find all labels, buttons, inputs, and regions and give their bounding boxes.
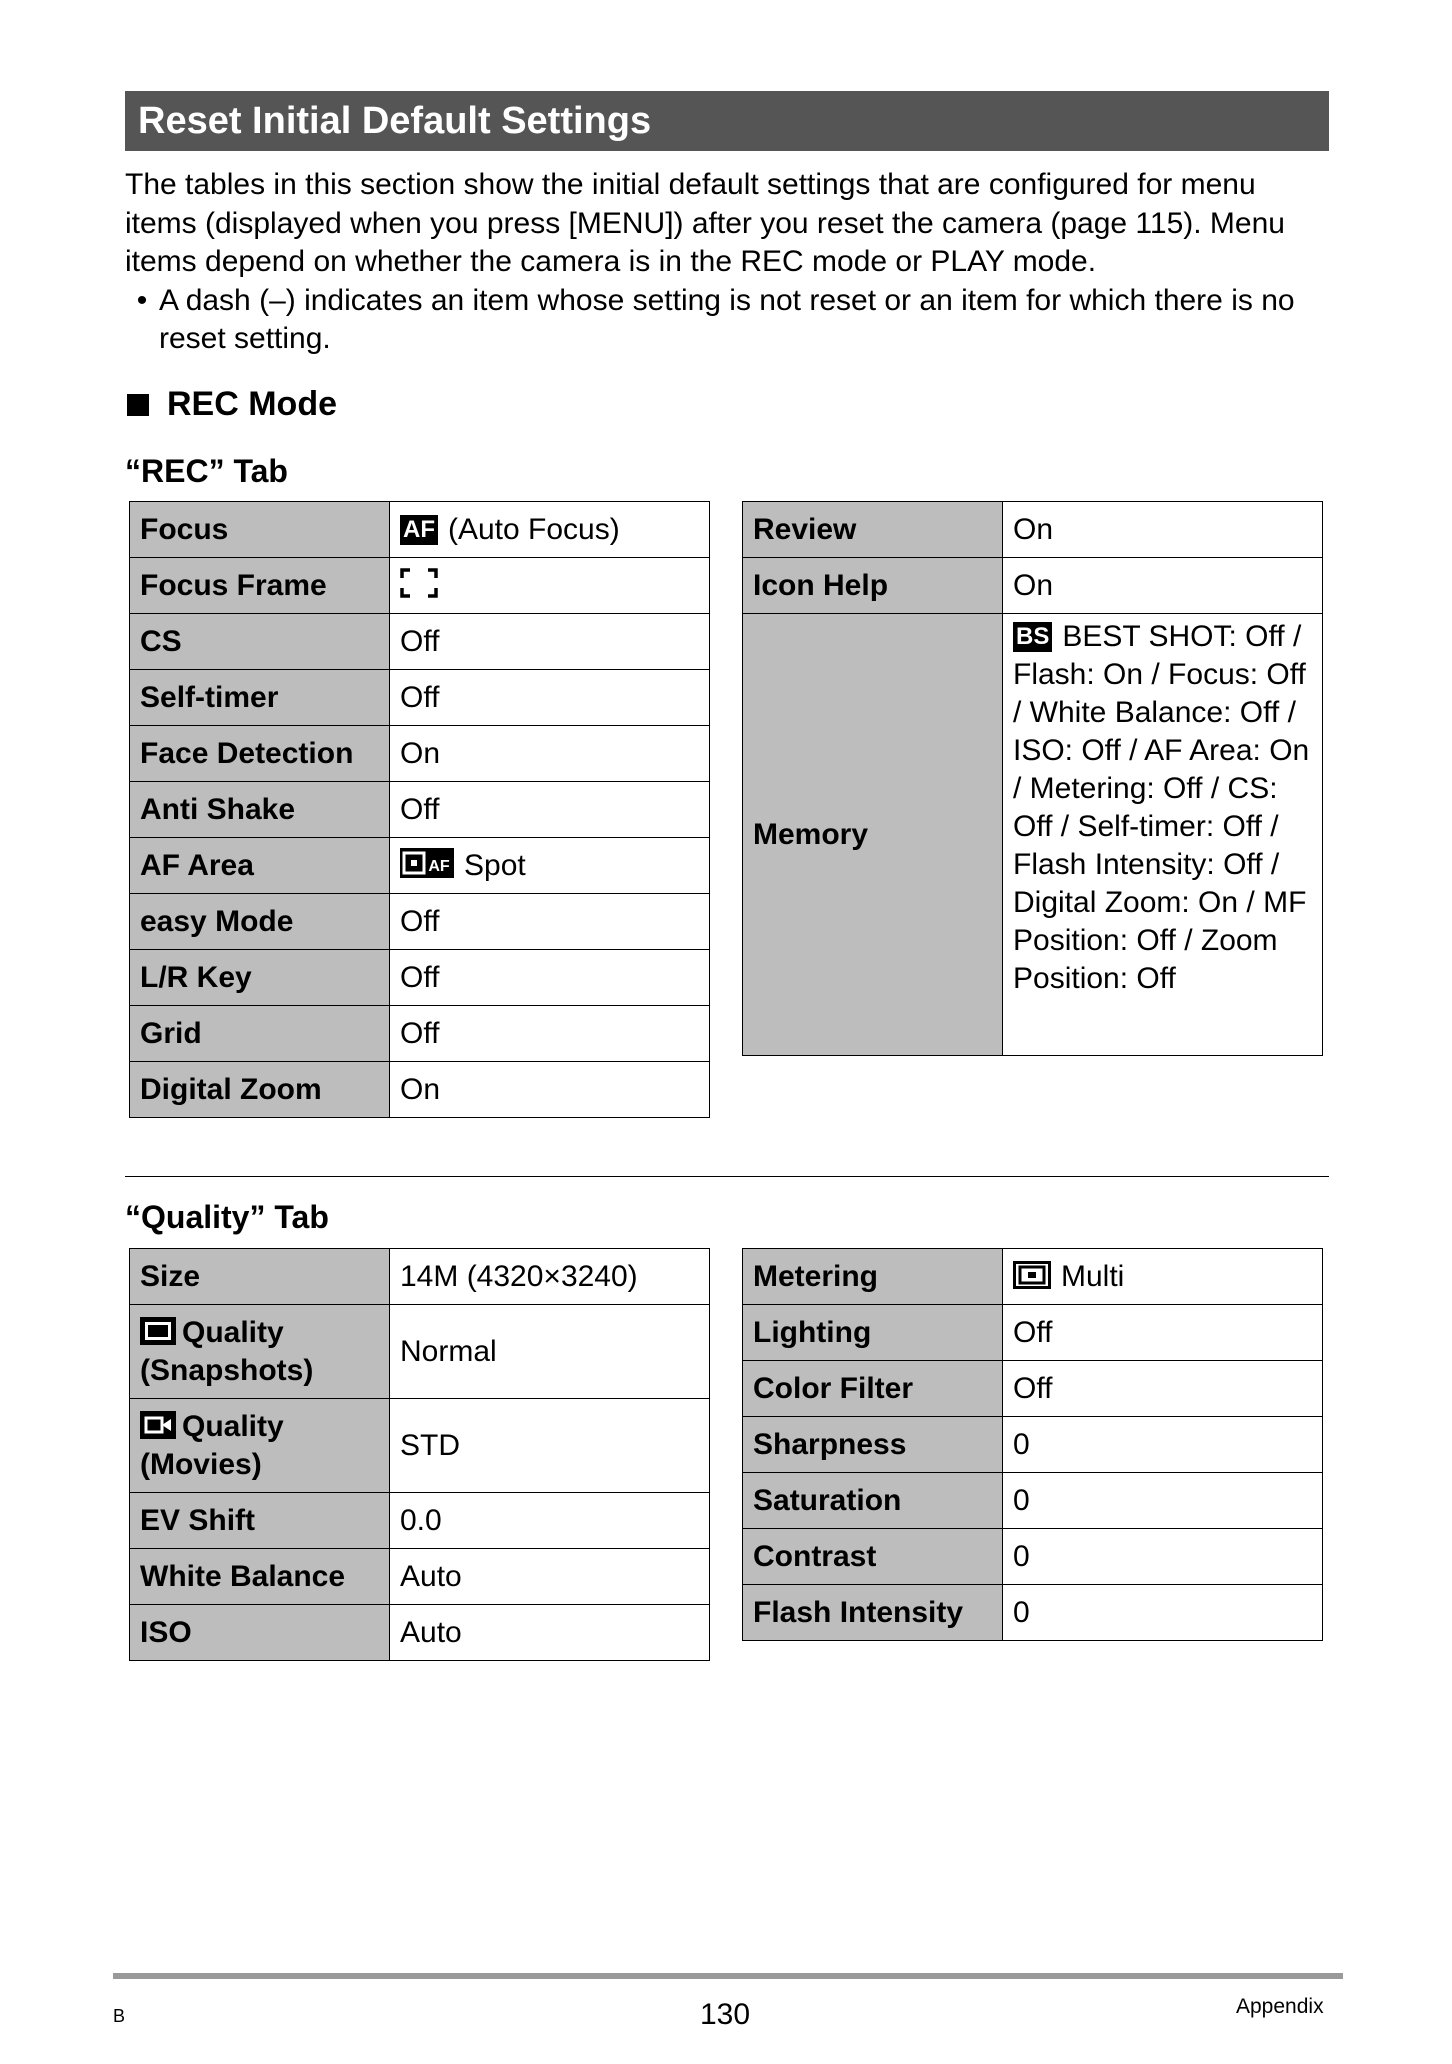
movie-icon — [140, 1411, 176, 1439]
table-row — [130, 1249, 710, 1305]
row-value-text: BEST SHOT: Off / Flash: On / Focus: Off / White Balance: Off / ISO: Off / AF Area: On / Metering: Off / CS: Off / Self-timer: Off / Flash Intensity: Off / Digital Zoom: On / MF Position: Off / Zoom Position: Off — [1013, 620, 1310, 995]
row-label: Sharpness — [743, 1417, 1003, 1473]
row-label: easy Mode — [130, 894, 390, 950]
intro-text — [125, 166, 1335, 359]
intro-paragraph: The tables in this section show the initial default settings that are configured for menu items (displayed when you press [MENU]) after you reset the camera (page 115). Menu items depend on whether the camera is in the REC mode or PLAY mode. — [125, 168, 1285, 278]
table-row — [130, 1006, 710, 1062]
table-row — [743, 1585, 1323, 1641]
table-row — [130, 894, 710, 950]
row-value: Off — [390, 670, 710, 726]
row-value-text: (Auto Focus) — [448, 512, 620, 546]
row-label: Focus Frame — [130, 558, 390, 614]
row-value: On — [1003, 502, 1323, 558]
row-value: Off — [390, 614, 710, 670]
best-shot-icon: BS — [1013, 622, 1052, 652]
row-label: Focus — [130, 502, 390, 558]
table-row — [743, 1529, 1323, 1585]
snapshot-icon — [140, 1317, 176, 1345]
row-label: Icon Help — [743, 558, 1003, 614]
row-value-text: Spot — [464, 848, 526, 882]
table-row — [130, 1493, 710, 1549]
section-divider — [125, 1176, 1329, 1177]
row-value: 0 — [1003, 1473, 1323, 1529]
row-label: White Balance — [130, 1549, 390, 1605]
table-row — [743, 502, 1323, 558]
row-value — [1003, 1249, 1323, 1305]
rec-mode-heading — [127, 385, 337, 424]
row-label: Contrast — [743, 1529, 1003, 1585]
intro-bullet — [125, 282, 1335, 359]
table-row — [130, 1549, 710, 1605]
table-row — [130, 1399, 710, 1493]
page-number: 130 — [700, 1998, 751, 2031]
footer-rule — [113, 1973, 1343, 1979]
row-label: CS — [130, 614, 390, 670]
table-row — [743, 558, 1323, 614]
table-row — [130, 614, 710, 670]
rec-mode-title: REC Mode — [167, 385, 337, 423]
table-row — [743, 1361, 1323, 1417]
row-label: Size — [130, 1249, 390, 1305]
quality-tab-right-table — [742, 1248, 1323, 1641]
row-value: 0 — [1003, 1417, 1323, 1473]
row-label: ISO — [130, 1605, 390, 1661]
row-label — [130, 1399, 390, 1493]
row-label: Lighting — [743, 1305, 1003, 1361]
bullet-text: A dash (–) indicates an item whose setting is not reset or an item for which there is no reset setting. — [159, 283, 1295, 355]
row-value: Auto — [390, 1605, 710, 1661]
table-row — [130, 1305, 710, 1399]
table-row — [130, 502, 710, 558]
row-value: Off — [390, 894, 710, 950]
table-row — [130, 838, 710, 894]
square-bullet-icon — [127, 394, 149, 416]
row-label: Face Detection — [130, 726, 390, 782]
row-value: Off — [390, 782, 710, 838]
row-value: 0 — [1003, 1529, 1323, 1585]
row-label: Memory — [743, 614, 1003, 1056]
row-value: STD — [390, 1399, 710, 1493]
row-value: On — [390, 726, 710, 782]
table-row — [743, 1473, 1323, 1529]
table-row — [130, 726, 710, 782]
row-label: Metering — [743, 1249, 1003, 1305]
row-label: Grid — [130, 1006, 390, 1062]
row-label: Saturation — [743, 1473, 1003, 1529]
row-value: Off — [390, 950, 710, 1006]
table-row — [130, 558, 710, 614]
quality-tab-title: “Quality” Tab — [125, 1199, 329, 1235]
row-label: Color Filter — [743, 1361, 1003, 1417]
multi-metering-icon — [1013, 1261, 1051, 1289]
rec-tab-left-table — [129, 501, 710, 1118]
row-value: Off — [390, 1006, 710, 1062]
row-value: On — [390, 1062, 710, 1118]
row-value: Off — [1003, 1361, 1323, 1417]
row-value — [1003, 614, 1323, 1056]
row-label: L/R Key — [130, 950, 390, 1006]
focus-frame-icon — [400, 568, 438, 598]
row-label: Digital Zoom — [130, 1062, 390, 1118]
row-value: 0.0 — [390, 1493, 710, 1549]
footer-section-label: Appendix — [1236, 1995, 1324, 2018]
row-label — [130, 1305, 390, 1399]
af-spot-icon — [400, 848, 454, 878]
row-value: Auto — [390, 1549, 710, 1605]
row-label: Self-timer — [130, 670, 390, 726]
row-value-text: Multi — [1061, 1259, 1125, 1293]
row-value: Normal — [390, 1305, 710, 1399]
rec-tab-title: “REC” Tab — [125, 453, 288, 489]
svg-text:AF: AF — [428, 857, 450, 875]
row-label-text: Quality (Snapshots) — [140, 1315, 314, 1387]
row-label: AF Area — [130, 838, 390, 894]
row-value: Off — [1003, 1305, 1323, 1361]
footer-left-mark: B — [113, 2006, 126, 2026]
auto-focus-icon: AF — [400, 515, 438, 545]
table-row — [743, 1249, 1323, 1305]
row-value: 0 — [1003, 1585, 1323, 1641]
bullet-dot: • — [136, 283, 148, 317]
table-row — [743, 1417, 1323, 1473]
table-row — [130, 1062, 710, 1118]
row-value — [390, 502, 710, 558]
row-label: Review — [743, 502, 1003, 558]
row-value — [390, 558, 710, 614]
quality-tab-left-table — [129, 1248, 710, 1661]
rec-tab-right-table — [742, 501, 1323, 1056]
row-label-text: Quality (Movies) — [140, 1409, 284, 1481]
section-header: Reset Initial Default Settings — [125, 91, 1329, 151]
row-value: On — [1003, 558, 1323, 614]
table-row — [130, 670, 710, 726]
table-row — [743, 1305, 1323, 1361]
row-label: EV Shift — [130, 1493, 390, 1549]
row-label: Anti Shake — [130, 782, 390, 838]
table-row — [130, 782, 710, 838]
table-row — [130, 1605, 710, 1661]
table-row — [743, 614, 1323, 1056]
row-label: Flash Intensity — [743, 1585, 1003, 1641]
table-row — [130, 950, 710, 1006]
row-value: 14M (4320×3240) — [390, 1249, 710, 1305]
row-value — [390, 838, 710, 894]
